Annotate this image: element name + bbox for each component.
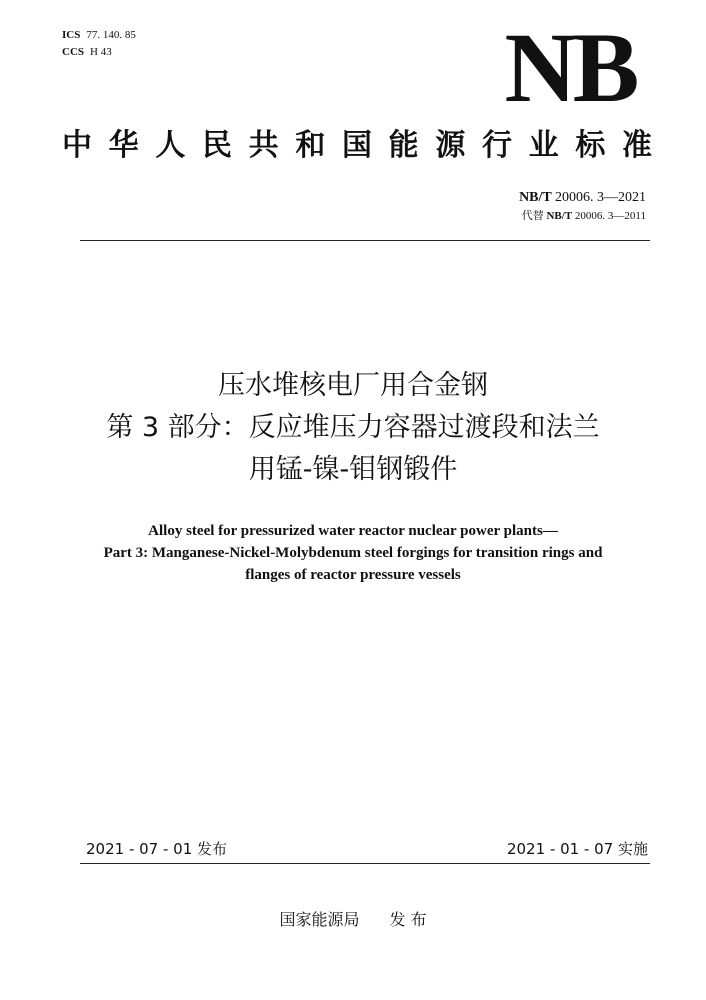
- ics-label: ICS: [62, 29, 81, 41]
- footer-divider: [80, 863, 650, 864]
- publisher: [0, 908, 706, 932]
- english-title-line: flanges of reactor pressure vessels: [245, 567, 461, 583]
- organization-heading: 中华人民共和国能源行业标准: [62, 128, 652, 163]
- replaces-label: 代替: [521, 209, 544, 222]
- replaces-number: 20006. 3—2011: [574, 210, 646, 222]
- ccs-code: [62, 44, 136, 61]
- implementation-date: [507, 838, 648, 860]
- ccs-value: H 43: [90, 46, 112, 58]
- issue-date-value: 2021 - 07 - 01: [86, 840, 193, 858]
- publisher-name: 国家能源局: [279, 910, 360, 929]
- ics-code: [62, 27, 136, 44]
- classification-codes: [62, 27, 136, 61]
- issue-date: [86, 838, 227, 860]
- ics-value: 77. 140. 85: [86, 29, 136, 41]
- chinese-title: [40, 365, 666, 491]
- chinese-title-line: 第 3 部分：反应堆压力容器过渡段和法兰: [106, 412, 600, 443]
- ccs-label: CCS: [62, 46, 85, 58]
- replaces-line: [522, 208, 646, 224]
- replaces-prefix: NB/T: [546, 210, 573, 222]
- nb-logo: NB: [504, 12, 636, 123]
- header-divider: [80, 240, 650, 241]
- chinese-title-line: 用锰-镍-钼钢锻件: [248, 454, 458, 485]
- english-title: [40, 520, 666, 586]
- implementation-date-value: 2021 - 01 - 07: [506, 840, 614, 858]
- chinese-title-line: 压水堆核电厂用合金钢: [218, 370, 488, 401]
- standard-number: [519, 188, 646, 208]
- publisher-action: 发 布: [389, 910, 427, 929]
- issue-date-label: 发布: [197, 840, 228, 858]
- english-title-line: Alloy steel for pressurized water reactor nuclear power plants—: [148, 523, 558, 539]
- english-title-line: Part 3: Manganese-Nickel-Molybdenum steel forgings for transition rings and: [103, 545, 603, 561]
- standard-prefix: NB/T: [519, 190, 552, 205]
- standard-number-value: 20006. 3—2021: [555, 190, 646, 205]
- implementation-date-label: 实施: [617, 840, 648, 858]
